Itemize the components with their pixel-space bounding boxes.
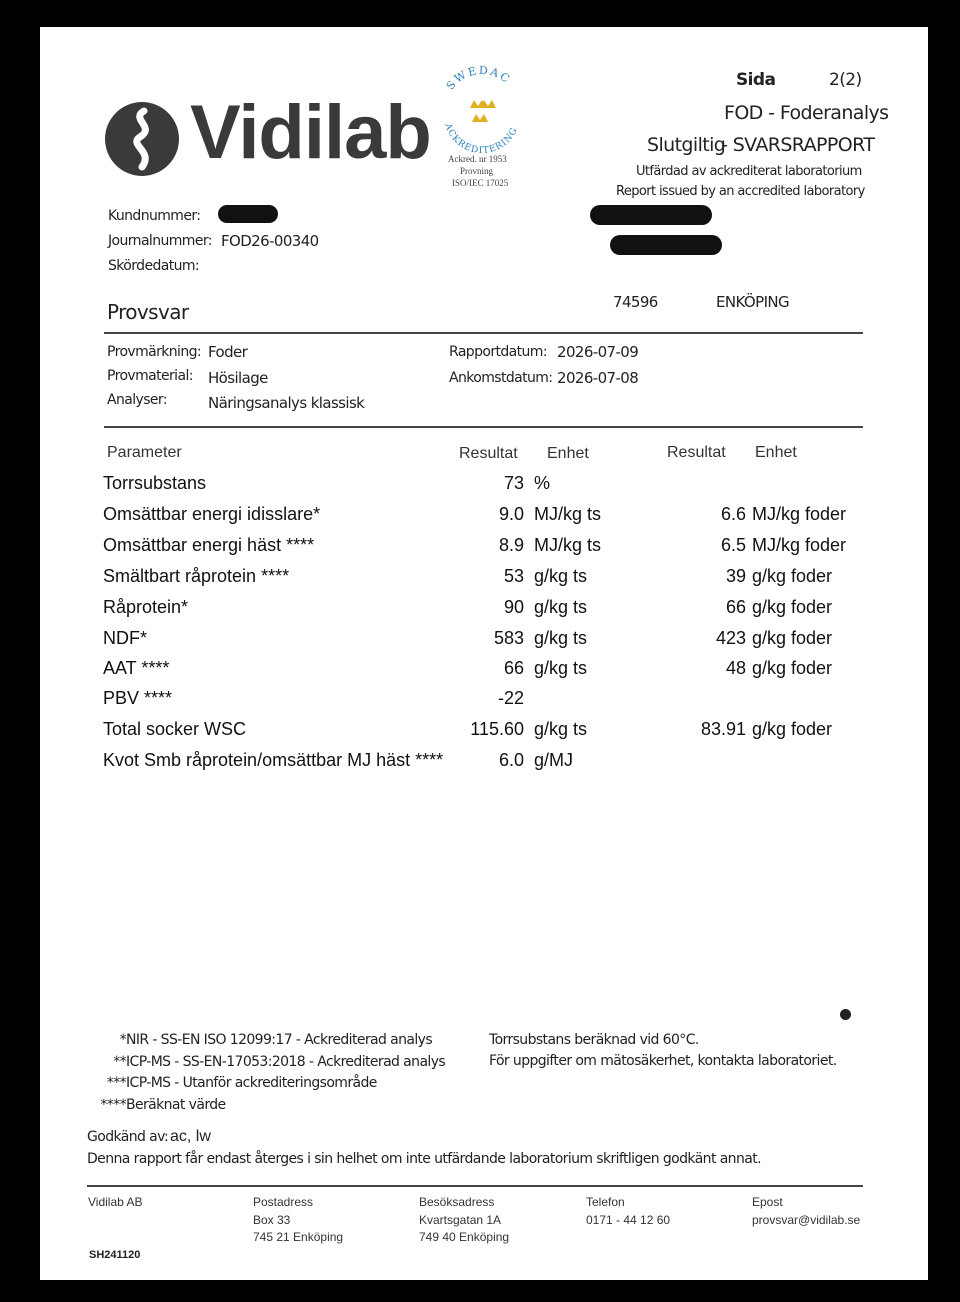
divider-footer [87,1185,863,1187]
row-result-foder: 423 [715,628,746,648]
row-result-foder: 6.5 [720,535,746,555]
row-unit-ts: g/kg ts [534,628,588,648]
svg-text:SWEDAC: SWEDAC [443,63,514,93]
row-parameter: PBV **** [103,688,173,708]
footnote-text-1: NIR - SS-EN ISO 12099:17 - Ackrediterad analys [126,1032,433,1048]
row-unit-ts: g/kg ts [534,566,588,586]
row-result-ts: 66 [503,658,524,678]
row-result-ts: 9.0 [498,504,524,524]
analyser-label: Analyser: [107,392,167,408]
row-unit-ts: g/MJ [534,750,574,770]
row-unit-foder: g/kg foder [752,597,833,617]
row-result-ts: 6.0 [498,750,524,770]
row-result-foder: 48 [725,658,746,678]
header-enhet-ts: Enhet [547,445,589,462]
row-unit-ts: MJ/kg ts [534,504,602,524]
row-parameter: NDF* [103,628,147,648]
row-result-foder: 83.91 [700,719,746,739]
footnote-text-2: ICP-MS - SS-EN-17053:2018 - Ackrediterad analys [126,1054,446,1070]
svg-text:ACKREDITERING: ACKREDITERING [442,122,521,157]
divider-mid [104,426,863,428]
footer-visit-line2: 749 40 Enköping [419,1230,510,1244]
seal-line-1: Ackred. nr 1953 [448,154,507,164]
logo-text: Vidilab [190,90,431,175]
dot-mark [840,1009,851,1020]
row-unit-foder: MJ/kg foder [752,504,847,524]
provmarkning-value: Foder [208,343,248,361]
provmaterial-label: Provmaterial: [107,368,193,384]
row-unit-foder: g/kg foder [752,658,833,678]
page-number: 2(2) [829,70,862,90]
row-unit-ts: % [534,473,551,493]
note-torrsubstans: Torrsubstans beräknad vid 60°C. [489,1032,699,1048]
footer-phone-label: Telefon [586,1195,625,1209]
footer-company: Vidilab AB [88,1195,143,1209]
table-row [40,535,928,565]
ankomstdatum-value: 2026-07-08 [557,369,639,387]
header-resultat-ts: Resultat [459,445,518,462]
report-type: FOD - Foderanalys [724,102,889,124]
status-left: Slutgiltig [647,134,726,156]
row-result-ts: -22 [497,688,524,708]
disclaimer: Denna rapport får endast återges i sin helhet om inte utfärdande laboratorium skriftligen godkänt annat. [87,1151,761,1167]
approval-value: ac, lw [170,1128,211,1145]
footnote-text-4: Beräknat värde [126,1097,226,1113]
section-title: Provsvar [107,300,189,324]
row-parameter: Omsättbar energi idisslare* [103,504,321,524]
row-parameter: Kvot Smb råprotein/omsättbar MJ häst **** [103,750,444,770]
row-result-ts: 90 [503,597,524,617]
journalnummer-label: Journalnummer: [108,233,212,249]
rapportdatum-label: Rapportdatum: [449,344,547,360]
header-resultat-foder: Resultat [667,444,726,461]
skordedatum-label: Skördedatum: [108,258,200,274]
row-result-foder: 6.6 [720,504,746,524]
row-result-ts: 115.60 [470,719,524,739]
issued-en: Report issued by an accredited laboratory [616,184,865,199]
footnote-mark-3: *** [106,1075,126,1091]
footer-email-label: Epost [752,1195,783,1209]
ankomstdatum-label: Ankomstdatum: [449,370,553,386]
swedac-crown-icon [432,60,532,160]
table-row [40,473,928,503]
row-unit-foder: MJ/kg foder [752,535,847,555]
table-row [40,566,928,596]
table-row [40,658,928,688]
footer-email-value: provsvar@vidilab.se [752,1213,861,1227]
row-parameter: Torrsubstans [103,473,207,493]
row-unit-ts: g/kg ts [534,597,588,617]
note-matosakerhet: För uppgifter om mätosäkerhet, kontakta laboratoriet. [489,1053,837,1069]
provmaterial-value: Hösilage [208,369,268,387]
row-unit-ts: g/kg ts [534,719,588,739]
row-parameter: Råprotein* [103,597,189,617]
footer-visit-line1: Kvartsgatan 1A [419,1213,502,1227]
status-right: - SVARSRAPPORT [721,134,875,156]
row-result-ts: 53 [503,566,524,586]
header-enhet-foder: Enhet [755,444,797,461]
row-parameter: Total socker WSC [103,719,247,739]
footnote-mark-4: **** [100,1097,126,1113]
row-result-ts: 73 [503,473,524,493]
row-result-ts: 583 [493,628,524,648]
page-label: Sida [736,70,776,90]
table-row [40,688,928,718]
header-parameter: Parameter [107,444,182,461]
row-result-ts: 8.9 [498,535,524,555]
footer-code: SH241120 [89,1249,141,1261]
rapportdatum-value: 2026-07-09 [557,343,639,361]
footer-post-line1: Box 33 [253,1213,291,1227]
redaction-address [610,235,722,255]
row-parameter: AAT **** [103,658,170,678]
table-row [40,597,928,627]
row-parameter: Smältbart råprotein **** [103,566,290,586]
table-row [40,750,928,780]
divider-top [104,332,863,334]
row-result-foder: 39 [725,566,746,586]
row-unit-foder: g/kg foder [752,628,833,648]
provmarkning-label: Provmärkning: [107,344,202,360]
footer-visit-label: Besöksadress [419,1195,495,1209]
row-unit-ts: MJ/kg ts [534,535,602,555]
row-unit-ts: g/kg ts [534,658,588,678]
footnote-mark-2: ** [113,1054,126,1070]
footer-post-label: Postadress [253,1195,314,1209]
redaction-name [590,205,712,225]
table-row [40,504,928,534]
row-unit-foder: g/kg foder [752,566,833,586]
issued-sv: Utfärdad av ackrediterat laboratorium [636,164,862,179]
footer-post-line2: 745 21 Enköping [253,1230,344,1244]
table-row [40,719,928,749]
redaction-kundnummer [218,205,278,223]
customer-postcode: 74596 [613,293,658,311]
kundnummer-label: Kundnummer: [108,208,201,224]
row-parameter: Omsättbar energi häst **** [103,535,315,555]
row-unit-foder: g/kg foder [752,719,833,739]
footnote-text-3: ICP-MS - Utanför ackrediteringsområde [126,1075,377,1091]
row-result-foder: 66 [725,597,746,617]
seal-line-3: ISO/IEC 17025 [452,178,509,188]
table-row [40,628,928,658]
report-page [40,27,928,1280]
seal-line-2: Provning [460,166,494,176]
analyser-value: Näringsanalys klassisk [208,394,365,412]
customer-city: ENKÖPING [716,293,790,311]
footer-phone-value: 0171 - 44 12 60 [586,1213,671,1227]
footnote-mark-1: * [119,1032,126,1048]
vidilab-spine-icon [104,101,180,177]
approval-label: Godkänd av: [87,1129,169,1145]
journalnummer-value: FOD26-00340 [221,232,319,250]
